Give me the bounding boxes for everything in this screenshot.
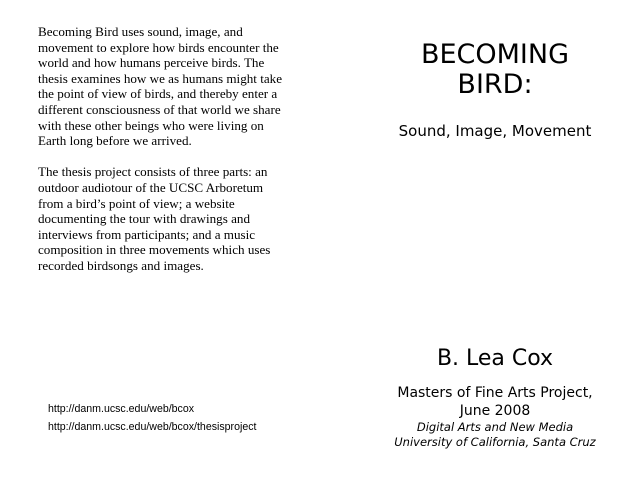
- department-university: University of California, Santa Cruz: [394, 435, 596, 449]
- degree-line-1: Masters of Fine Arts Project,: [397, 385, 593, 401]
- author: B. Lea Cox: [436, 346, 554, 371]
- abstract-paragraph-1: Becoming Bird uses sound, image, and movement to explore how birds encounter the world and how humans perceive birds. The thesis examines how we as humans might take the point of view of birds, and thereby enter a different consciousness of that world we share with these other beings who were living on Earth long before we arrived.: [38, 24, 283, 149]
- degree: [360, 384, 630, 420]
- links: [48, 400, 256, 436]
- department: [360, 420, 630, 450]
- abstract: [38, 24, 286, 289]
- department-program: Digital Arts and New Media: [416, 420, 574, 434]
- subtitle: Sound, Image, Movement: [398, 122, 592, 140]
- link-bcox[interactable]: http://danm.ucsc.edu/web/bcox: [48, 403, 195, 415]
- title-line-1: BECOMING: [420, 39, 570, 70]
- title-line-2: BIRD:: [457, 69, 533, 100]
- degree-line-2: June 2008: [459, 403, 531, 419]
- abstract-paragraph-2: The thesis project consists of three parts: an outdoor audiotour of the UCSC Arboretum from a bird’s point of view; a website documenting the tour with drawings and interviews from participants; and a music composition in three movements which uses recorded birdsongs and images.: [38, 164, 271, 273]
- link-thesisproject[interactable]: http://danm.ucsc.edu/web/bcox/thesisproject: [48, 421, 257, 433]
- title: [360, 40, 630, 100]
